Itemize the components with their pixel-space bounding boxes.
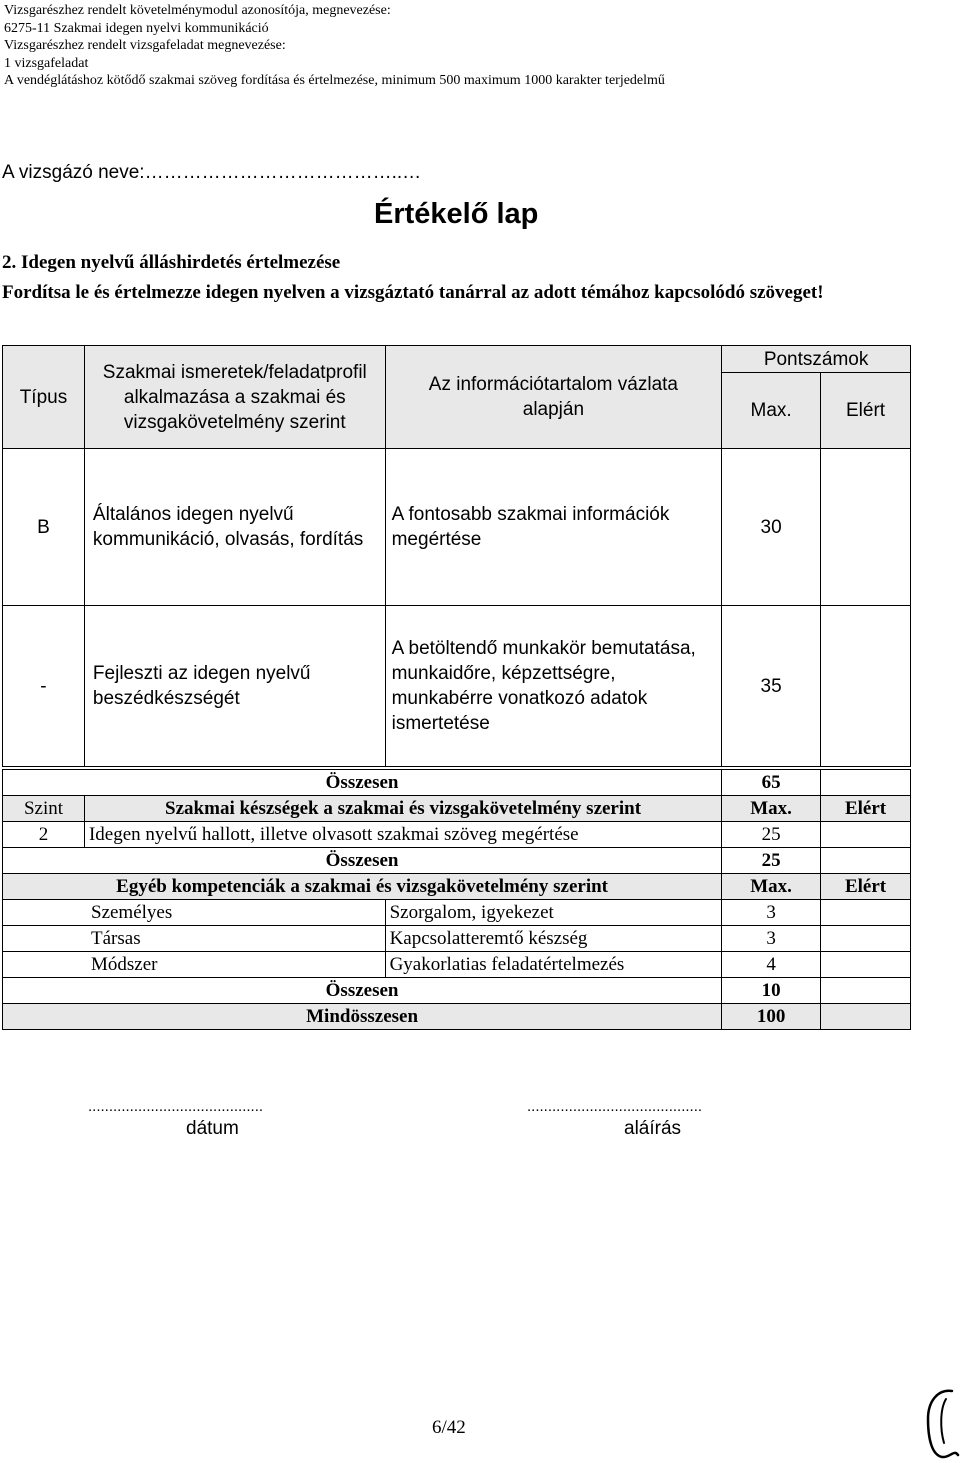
competence-category: Társas: [3, 926, 386, 952]
skills-achieved-header: Elért: [821, 796, 911, 822]
total-achieved: [821, 770, 911, 796]
header-max: Max.: [722, 373, 821, 449]
grand-total-max: 100: [722, 1004, 821, 1030]
total-label: Összesen: [3, 770, 722, 796]
competence-category: Személyes: [3, 900, 386, 926]
table-row: [3, 952, 911, 978]
competence-name: Gyakorlatias feladatértelmezés: [385, 952, 722, 978]
total-label: Összesen: [3, 978, 722, 1004]
competence-max: 4: [722, 952, 821, 978]
grand-total-label: Mindösszesen: [3, 1004, 722, 1030]
task-title: 2. Idegen nyelvű álláshirdetés értelmezése: [2, 252, 341, 273]
competence-achieved: [821, 926, 911, 952]
date-label: dátum: [186, 1118, 239, 1139]
grand-total-achieved: [821, 1004, 911, 1030]
signature-line: ..........................................: [527, 1098, 703, 1115]
competences-header: Egyéb kompetenciák a szakmai és vizsgakövetelmény szerint: [3, 874, 722, 900]
competence-name: Kapcsolatteremtő készség: [385, 926, 722, 952]
header-points: Pontszámok: [722, 346, 911, 373]
total-label: Összesen: [3, 848, 722, 874]
skill-achieved: [821, 822, 911, 848]
table-row: [3, 822, 911, 848]
header-outline: Az információtartalom vázlata alapján: [385, 346, 722, 449]
competences-max-header: Max.: [722, 874, 821, 900]
header-profile: Szakmai ismeretek/feladatprofil alkalmazása a szakmai és vizsgakövetelmény szerint: [84, 346, 385, 449]
total-max: 65: [722, 770, 821, 796]
handwritten-mark-icon: [918, 1385, 960, 1463]
row-max: 30: [722, 449, 821, 606]
table-row: [3, 606, 911, 767]
row-type: -: [3, 606, 85, 767]
header-line-1: Vizsgarészhez rendelt követelménymodul azonosítója, megnevezése:: [4, 3, 391, 18]
skill-label: Idegen nyelvű hallott, illetve olvasott szakmai szöveg megértése: [84, 822, 721, 848]
row-content: A betöltendő munkakör bemutatása, munkaidőre, képzettségre, munkabérre vonatkozó adatok ismertetése: [385, 606, 722, 767]
total-max: 10: [722, 978, 821, 1004]
scoring-summary-table: [2, 769, 911, 1030]
header-line-4: 1 vizsgafeladat: [4, 55, 89, 71]
competence-name: Szorgalom, igyekezet: [385, 900, 722, 926]
header-line-3: Vizsgarészhez rendelt vizsgafeladat megnevezése:: [4, 38, 286, 53]
row-max: 35: [722, 606, 821, 767]
competence-max: 3: [722, 900, 821, 926]
signature-label: aláírás: [624, 1118, 682, 1139]
document-header: [4, 2, 665, 90]
header-line-5: A vendéglátáshoz kötődő szakmai szöveg fordítása és értelmezése, minimum 500 maximum 1000 karakter terjedelmű: [4, 73, 665, 88]
competence-achieved: [821, 900, 911, 926]
table-row: [3, 900, 911, 926]
date-line: ..........................................: [88, 1098, 264, 1115]
competence-achieved: [821, 952, 911, 978]
skill-level: 2: [3, 822, 85, 848]
row-profile: Fejleszti az idegen nyelvű beszédkészségét: [84, 606, 385, 767]
page-title: Értékelő lap: [374, 198, 539, 230]
row-profile: Általános idegen nyelvű kommunikáció, olvasás, fordítás: [84, 449, 385, 606]
competence-category: Módszer: [3, 952, 386, 978]
table-row: [3, 926, 911, 952]
total-max: 25: [722, 848, 821, 874]
competence-max: 3: [722, 926, 821, 952]
skills-header: Szakmai készségek a szakmai és vizsgakövetelmény szerint: [84, 796, 721, 822]
row-achieved: [821, 606, 911, 767]
page-number: 6/42: [432, 1417, 466, 1438]
level-header: Szint: [3, 796, 85, 822]
competences-achieved-header: Elért: [821, 874, 911, 900]
header-type: Típus: [3, 346, 85, 449]
row-content: A fontosabb szakmai információk megértése: [385, 449, 722, 606]
total-achieved: [821, 978, 911, 1004]
task-description: Fordítsa le és értelmezze idegen nyelven a vizsgáztató tanárral az adott témához kapcsolódó szöveget!: [2, 282, 824, 303]
row-achieved: [821, 449, 911, 606]
table-row: [3, 449, 911, 606]
assessment-table: [2, 345, 911, 767]
header-line-2: 6275-11 Szakmai idegen nyelvi kommunikáció: [4, 20, 269, 36]
row-type: B: [3, 449, 85, 606]
skills-max-header: Max.: [722, 796, 821, 822]
header-achieved: Elért: [821, 373, 911, 449]
skill-max: 25: [722, 822, 821, 848]
total-achieved: [821, 848, 911, 874]
candidate-name-field: A vizsgázó neve:…………………………………..…: [2, 162, 422, 183]
